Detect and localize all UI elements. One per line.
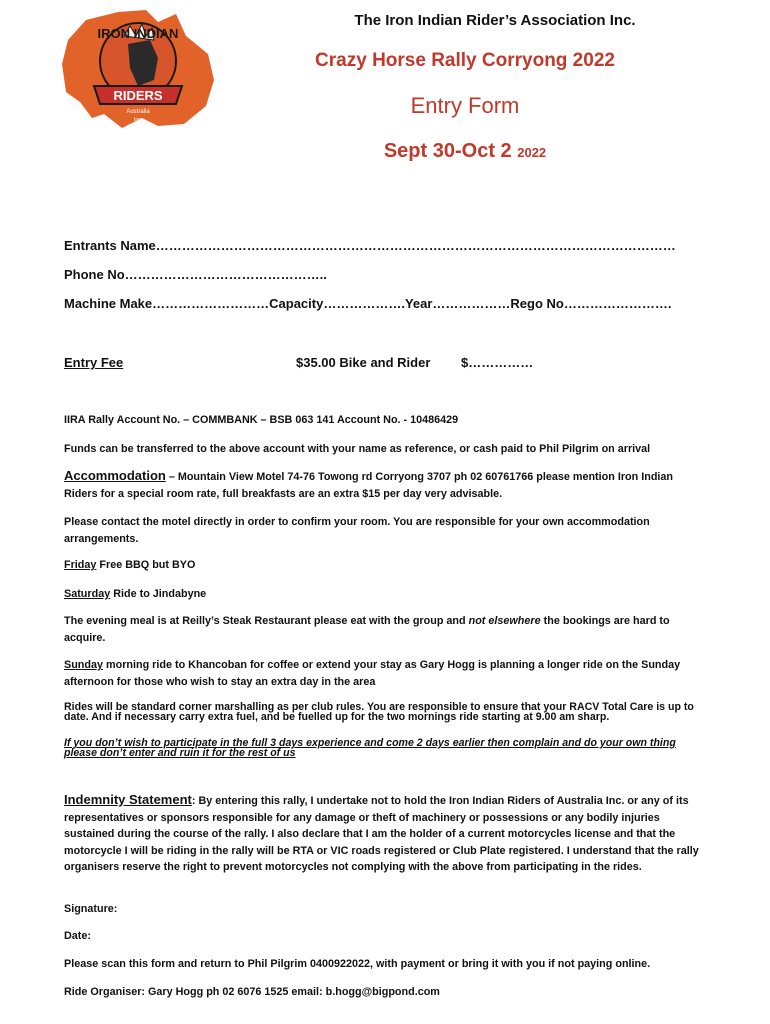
accommodation-text: – Mountain View Motel 74-76 Towong rd Corryong 3707 ph 02 60761766 please mention Iron Indian Riders for a special room rate, full breakfasts are an extra $15 per day very advisable. xyxy=(64,471,674,500)
evening-paragraph xyxy=(64,613,704,646)
phone-field[interactable]: Phone No……………………………………….. xyxy=(64,267,327,282)
scan-instructions: Please scan this form and return to Phil Pilgrim 0400922022, with payment or bring it with you if not paying online. xyxy=(64,958,651,970)
saturday-label: Saturday xyxy=(64,588,111,600)
account-details: IIRA Rally Account No. – COMMBANK – BSB 063 141 Account No. - 10486429 xyxy=(64,414,459,426)
friday-label: Friday xyxy=(64,559,97,571)
machine-field[interactable]: Machine Make………………………Capacity……………….Year………………Rego No……………………. xyxy=(64,296,672,311)
ride-organiser: Ride Organiser: Gary Hogg ph 02 6076 1525 email: b.hogg@bigpond.com xyxy=(64,986,440,998)
friday-line xyxy=(64,557,704,574)
indemnity-text: : By entering this rally, I undertake not to hold the Iron Indian Riders of Australia Inc. or any of its representatives or sponsors responsible for any damage or theft of machinery or possessions or any bodily injuries sustained during the course of the rally. I also declare that I am the holder of a current motorcycles license and that the motorcycle I will be riding in the rally will be RTA or VIC roads registered or Club Plate registered. I understand that the rally organisers reserve the right to prevent motorcycles not complying with the above from participating in the rides. xyxy=(64,795,699,873)
evening-italic: not elsewhere xyxy=(468,615,541,627)
accommodation-heading: Accommodation xyxy=(64,468,166,483)
entrants-name-field[interactable]: Entrants Name………………………………………………………………………………………………………… xyxy=(64,238,676,253)
entry-fee-label: Entry Fee xyxy=(64,355,124,370)
logo-top-text: IRON INDIAN xyxy=(97,26,179,41)
sunday-paragraph xyxy=(64,657,704,690)
signature-field[interactable]: Signature: xyxy=(64,903,118,915)
saturday-line xyxy=(64,586,704,603)
entry-fee-blank[interactable]: $…………… xyxy=(461,355,534,370)
evening-text-after: the bookings are hard to acquire. xyxy=(64,615,670,644)
logo-inc-text: Inc. xyxy=(133,117,143,123)
rides-paragraph: Rides will be standard corner marshalling as per club rules. You are responsible to ensure that your RACV Total Care is up to date. And if necessary carry extra fuel, and be fuelled up for the two mornings ride starting at 9.00 am sharp. xyxy=(64,701,694,723)
sunday-label: Sunday xyxy=(64,659,103,671)
saturday-text: Ride to Jindabyne xyxy=(110,588,207,600)
accommodation-paragraph xyxy=(64,468,704,502)
indemnity-heading: Indemnity Statement xyxy=(64,792,192,807)
logo-sub-text: Australia xyxy=(126,109,150,115)
evening-text-before: The evening meal is at Reilly’s Steak Restaurant please eat with the group and xyxy=(64,615,469,627)
logo-banner-text: RIDERS xyxy=(113,88,163,103)
dates-year: 2022 xyxy=(517,145,547,160)
association-name: The Iron Indian Rider’s Association Inc. xyxy=(354,12,636,29)
indemnity-paragraph xyxy=(64,792,704,876)
form-title: Entry Form xyxy=(410,93,520,118)
event-dates xyxy=(0,140,770,163)
friday-text: Free BBQ but BYO xyxy=(96,559,196,571)
entry-fee-amount: $35.00 Bike and Rider xyxy=(296,355,431,370)
contact-motel-paragraph: Please contact the motel directly in order to confirm your room. You are responsible for your own accommodation arrangements. xyxy=(64,516,650,545)
dates-main: Sept 30-Oct 2 xyxy=(383,140,512,162)
sunday-text: morning ride to Khancoban for coffee or extend your stay as Gary Hogg is planning a longer ride on the Sunday afternoon for those who wish to stay an extra day in the area xyxy=(64,659,681,688)
rally-title: Crazy Horse Rally Corryong 2022 xyxy=(315,50,615,71)
funds-note: Funds can be transferred to the above account with your name as reference, or cash paid to Phil Pilgrim on arrival xyxy=(64,443,651,455)
warning-paragraph: If you don’t wish to participate in the full 3 days experience and come 2 days earlier then complain and do your own thing please don’t enter and ruin it for the rest of us xyxy=(64,737,676,759)
date-field[interactable]: Date: xyxy=(64,930,91,942)
